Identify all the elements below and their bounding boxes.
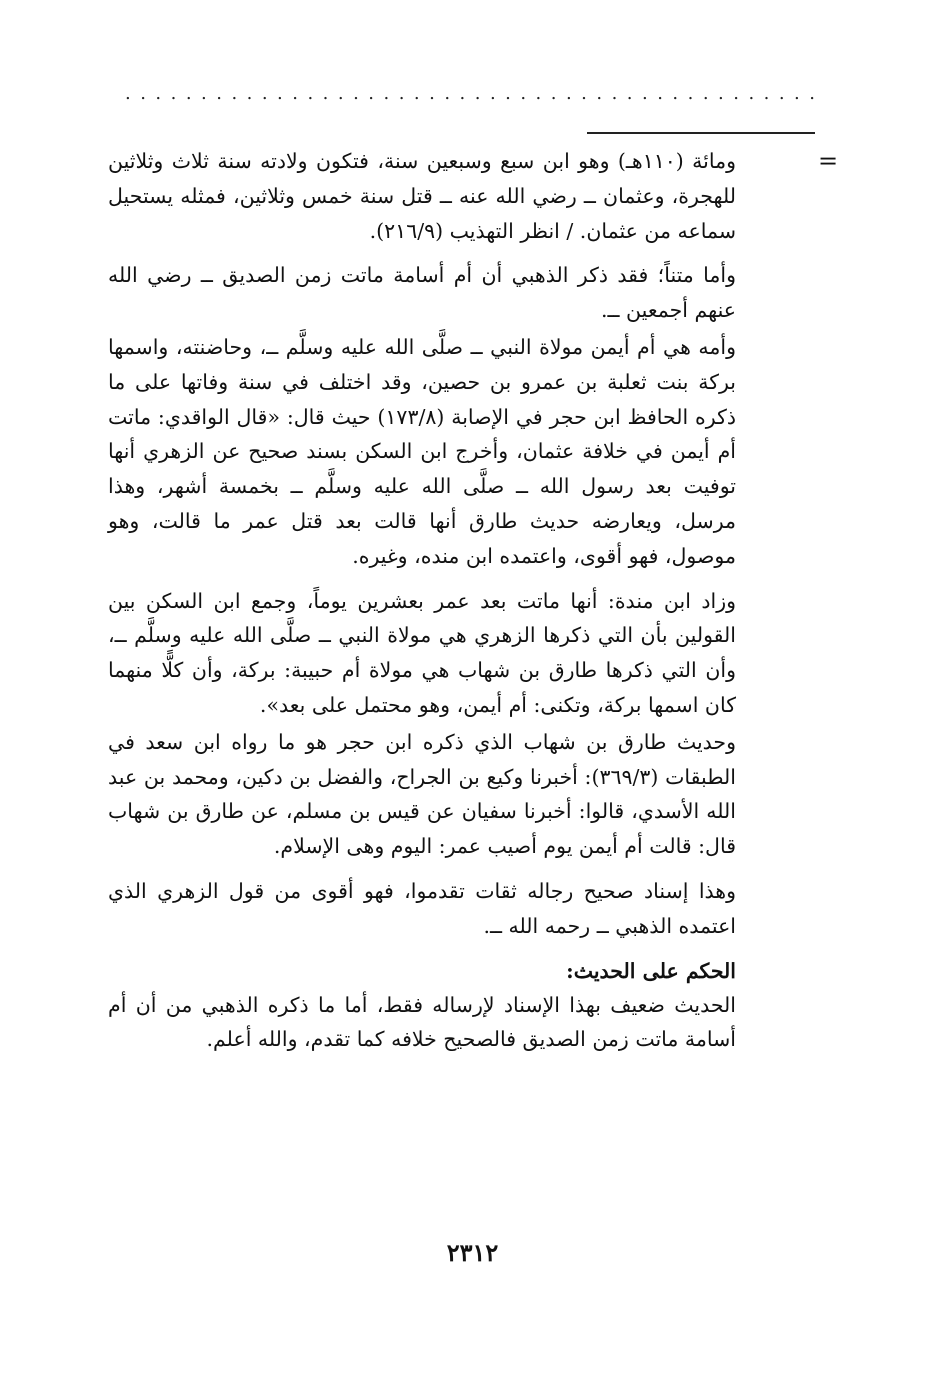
paragraph-isnad-assessment: وهذا إسناد صحيح رجاله ثقات تقدموا، فهو أقوى من قول الزهري الذي اعتمده الذهبي ــ رحمه الله ــ. — [108, 878, 736, 938]
body-text — [108, 144, 736, 1067]
verdict-text: الحديث ضعيف بهذا الإسناد لإرساله فقط، أما ما ذكره الذهبي من أن أم أسامة ماتت زمن الصديق فالصحيح خلافه كما تقدم، والله أعلم. — [108, 992, 736, 1052]
footnote-separator-dots: . . . . . . . . . . . . . . . . . . . . . . . . . . . . . . . . . . . . . . . . . . . . . . — [125, 84, 815, 104]
paragraph-ibn-mandah: وزاد ابن مندة: أنها ماتت بعد عمر بعشرين يوماً، وجمع ابن السكن بين القولين بأن التي ذكرها الزهري هي مولاة النبي ــ صلَّى الله عليه وسلَّم ــ، وأن التي ذكرها طارق بن شهاب هي مولاة أم حبيبة: بركة، وأن كلًّا منهما كان اسمها بركة، وتكنى: أم أيمن، وهو محتمل على بعد». — [108, 588, 736, 717]
paragraph-umm-ayman: وأمه هي أم أيمن مولاة النبي ــ صلَّى الله عليه وسلَّم ــ، وحاضنته، واسمها بركة بنت ثعلبة بن عمرو بن حصين، وقد اختلف في سنة وفاتها على ما ذكره الحافظ ابن حجر في الإصابة (١٧٣/٨) حيث قال: «قال الواقدي: ماتت أم أيمن في خلافة عثمان، وأخرج ابن السكن بسند صحيح عن الزهري أنها توفيت بعد رسول الله ــ صلَّى الله عليه وسلَّم ــ بخمسة أشهر، وهذا مرسل، ويعارضه حديث طارق أنها قالت بعد قتل عمر ما قالت، وهو موصول، فهو أقوى، واعتمده ابن منده، وغيره. — [108, 334, 736, 568]
continuation-mark: = — [818, 147, 839, 175]
verdict-heading: الحكم على الحديث: — [566, 958, 736, 983]
paragraph-matn-critique: وأما متناً؛ فقد ذكر الذهبي أن أم أسامة ماتت زمن الصديق ــ رضي الله عنهم أجمعين ــ. — [108, 263, 736, 323]
footnote-rule — [587, 132, 815, 134]
paragraph-footnote-continuation: ومائة (١١٠هـ) وهو ابن سبع وسبعين سنة، فتكون ولادته سنة ثلاث وثلاثين للهجرة، وعثمان ــ رضي الله عنه ــ قتل سنة خمس وثلاثين، فمثله يستحيل سماعه من عثمان. / انظر التهذيب (٢١٦/٩). — [108, 149, 736, 243]
paragraph-tariq-hadith: وحديث طارق بن شهاب الذي ذكره ابن حجر هو ما رواه ابن سعد في الطبقات (٣٦٩/٣): أخبرنا وكيع بن الجراح، والفضل بن دكين، ومحمد بن عبد الله الأسدي، قالوا: أخبرنا سفيان عن قيس بن مسلم، عن طارق بن شهاب قال: قالت أم أيمن يوم أصيب عمر: اليوم وهى الإسلام. — [108, 729, 736, 859]
page-number: ٢٣١٢ — [446, 1238, 499, 1267]
